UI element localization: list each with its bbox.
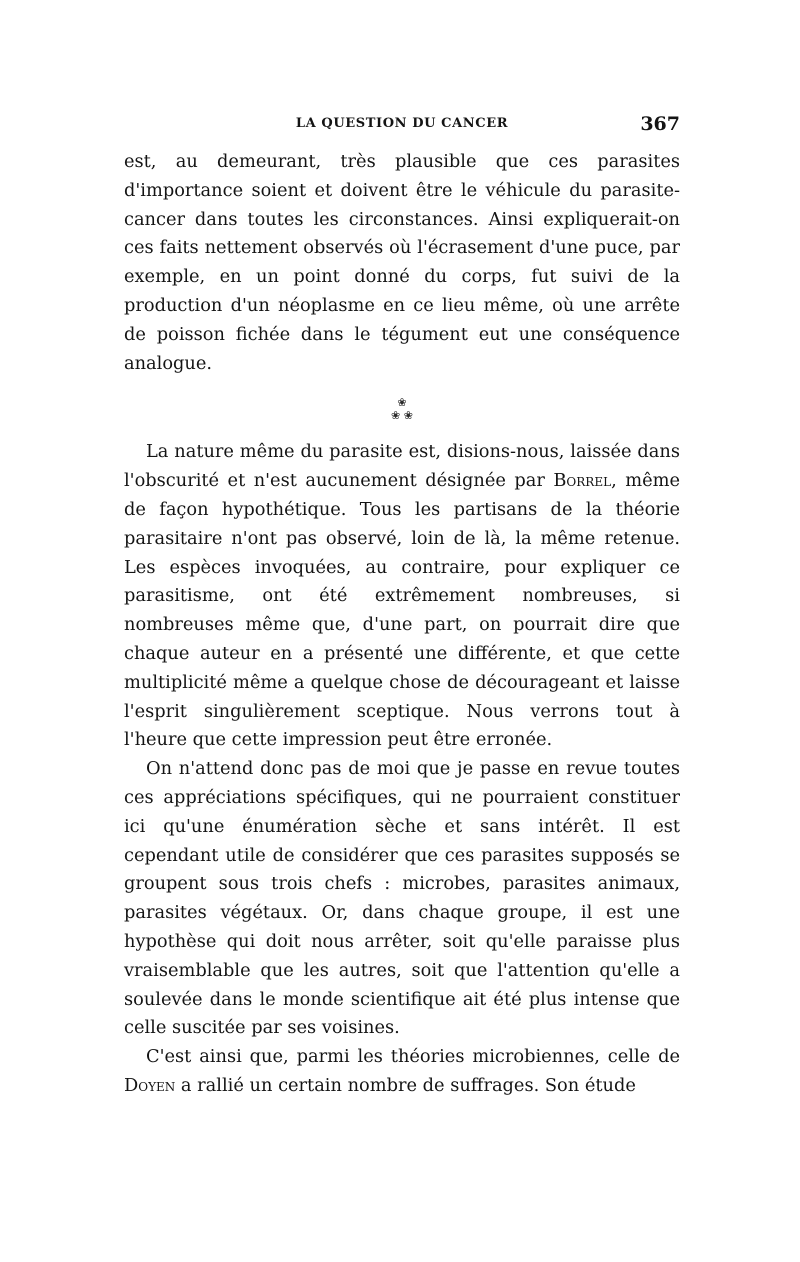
- paragraph-2: [124, 438, 680, 755]
- section-ornament: [124, 396, 680, 422]
- author-name-doyen: Doyen: [124, 1074, 176, 1096]
- ornament-bottom-icon: ❀ ❀: [391, 409, 413, 423]
- paragraph-3: On n'attend donc pas de moi que je passe en revue toutes ces appréciations spécifiques, qui ne pourraient constituer ici qu'une énumération sèche et sans intérêt. Il est cependant utile de considérer que ces parasites supposés se groupent sous trois chefs : microbes, parasites animaux, parasites végétaux. Or, dans chaque groupe, il est une hypothèse qui doit nous arrêter, soit qu'elle paraisse plus vraisemblable que les autres, soit que l'attention qu'elle a soulevée dans le monde scientifique ait été plus intense que celle suscitée par ses voisines.: [124, 758, 680, 1039]
- paragraph-4: [124, 1043, 680, 1101]
- body-text: [124, 148, 680, 1101]
- paragraph-4-start: C'est ainsi que, parmi les théories microbiennes, celle de: [146, 1046, 680, 1068]
- paragraph-4-end: a rallié un certain nombre de suffrages. Son étude: [175, 1074, 636, 1096]
- page-number: 367: [640, 113, 680, 135]
- running-head: [124, 113, 680, 142]
- paragraph-2-start: La nature même du parasite est, disions-nous, laissée dans l'obscurité et n'est aucunement désignée par: [124, 441, 680, 492]
- ornament-top-icon: ❀: [397, 396, 407, 410]
- paragraph-2-end: , même de façon hypothétique. Tous les partisans de la théorie parasitaire n'ont pas observé, loin de là, la même retenue. Les espèces invoquées, au contraire, pour expliquer ce parasitisme, ont été extrêmement nombreuses, si nombreuses même que, d'une part, on pourrait dire que chaque auteur en a présenté une différente, et que cette multiplicité même a quelque chose de décourageant et laisse l'esprit singulièrement sceptique. Nous verrons tout à l'heure que cette impression peut être erronée.: [124, 470, 680, 751]
- paragraph-1: est, au demeurant, très plausible que ces parasites d'importance soient et doivent être le véhicule du parasite-cancer dans toutes les circonstances. Ainsi expliquerait-on ces faits nettement observés où l'écrasement d'une puce, par exemple, en un point donné du corps, fut suivi de la production d'un néoplasme en ce lieu même, où une arrête de poisson fichée dans le tégument eut une conséquence analogue.: [124, 151, 680, 374]
- author-name-borrel: Borrel: [553, 470, 612, 492]
- running-title: LA QUESTION DU CANCER: [295, 116, 509, 131]
